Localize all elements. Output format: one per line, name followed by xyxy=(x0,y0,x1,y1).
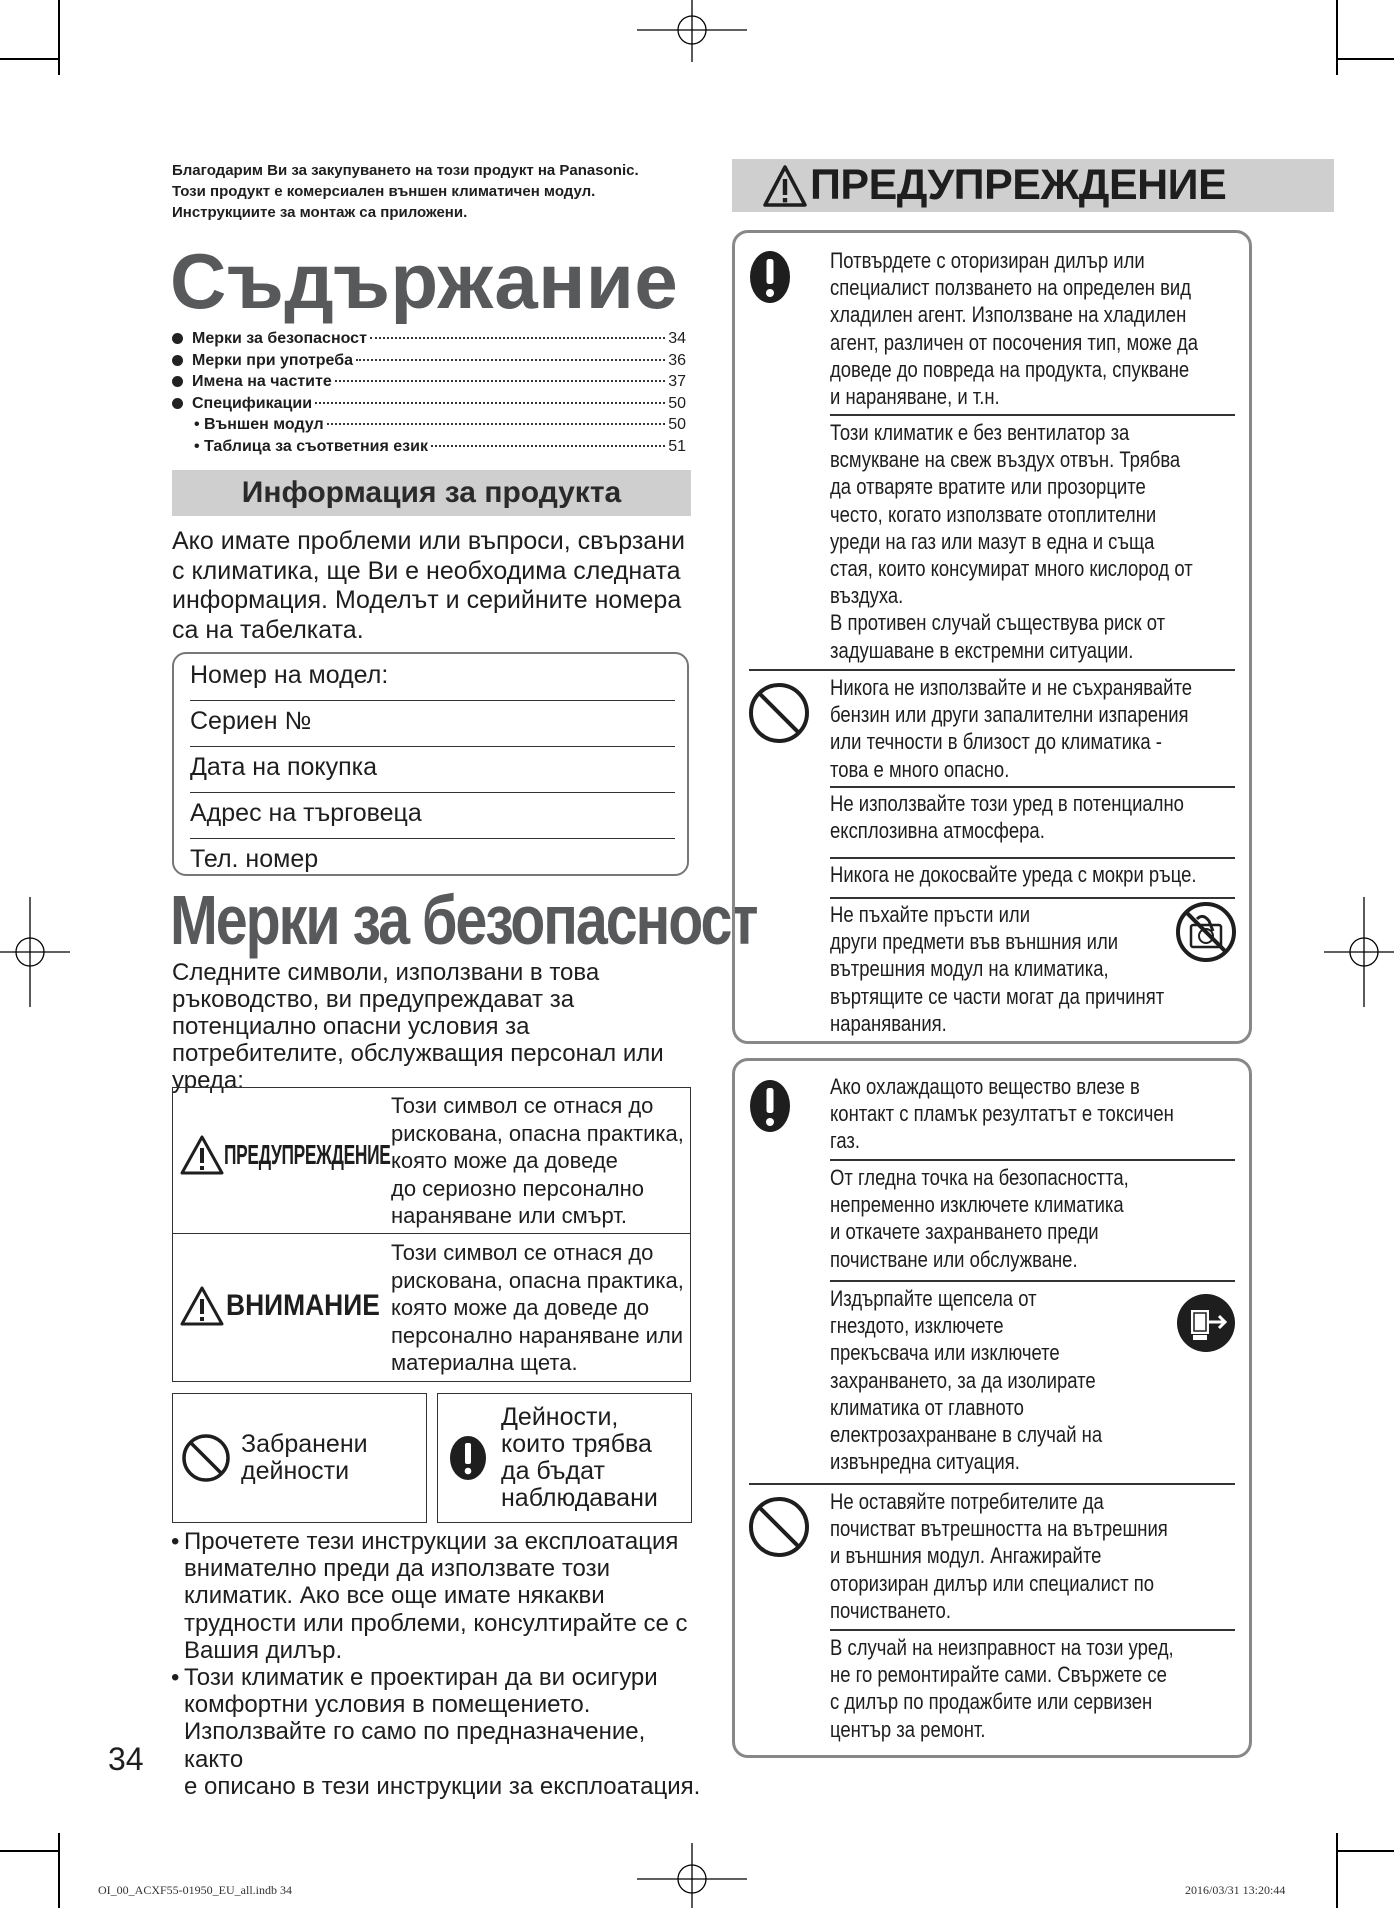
divider xyxy=(830,1280,1235,1282)
toc-title: Съдържание xyxy=(170,237,679,325)
warning-text-refrigerant: Потвърдете с оторизиран дилър или специалист ползването на определен вид хладилен агент. Използване на хладилен агент, различен от посочения тип, може да доведе до повреда на продукта, спукване и нараняване, и т.н. xyxy=(830,248,1199,410)
warning-text-disconnect-power: От гледна точка на безопасността, непременно изключете климатика и откачете захранването преди почистване или обслужване. xyxy=(830,1165,1129,1272)
warning-text-emergency-isolate: Издърпайте щепсела от гнездото, изключете прекъсвача или изключете захранването, за да изолирате климатика от главното електрозахранване в случай на извънредна ситуация. xyxy=(830,1286,1103,1475)
instructions-list xyxy=(172,1528,702,1800)
prohibited-actions-box xyxy=(172,1393,427,1523)
text-line: персонално нараняване или xyxy=(391,1322,684,1348)
registration-mark-bottom xyxy=(637,1843,747,1908)
no-fingers-in-fan-icon xyxy=(1175,901,1237,963)
text-line: която може да доведе xyxy=(391,1148,618,1173)
intro-line: Благодарим Ви за закупуването на този продукт на Panasonic. xyxy=(172,162,639,179)
exclamation-icon xyxy=(448,1434,488,1482)
model-number-field[interactable]: Номер на модел: xyxy=(190,654,675,701)
caution-symbol-row xyxy=(173,1235,690,1380)
intro-line: Инструкциите за монтаж са приложени. xyxy=(172,204,468,221)
warning-panel xyxy=(732,1058,1252,1758)
warning-symbol-row xyxy=(173,1088,690,1234)
text-line: наблюдавани xyxy=(501,1484,658,1512)
safety-title: Мерки за безопасност xyxy=(170,881,757,959)
divider xyxy=(830,1629,1235,1631)
text-line: рискована, опасна практика, xyxy=(391,1120,684,1146)
divider xyxy=(749,669,1235,671)
toc-item[interactable] xyxy=(172,373,686,395)
serial-number-field[interactable]: Сериен № xyxy=(190,700,675,747)
exclamation-icon xyxy=(749,1078,791,1134)
text-line: до сериозно персонално xyxy=(391,1175,644,1201)
exclamation-icon xyxy=(749,249,791,305)
warning-description xyxy=(391,1092,684,1230)
caution-label: ВНИМАНИЕ xyxy=(226,1289,380,1322)
safety-intro-text: Следните символи, използвани в това ръководство, ви предупреждават за потенциално опасни условия за потребителите, обслужващия персонал или уреда: xyxy=(172,959,664,1094)
prohibited-icon xyxy=(747,1495,811,1559)
text-line: Забранени xyxy=(241,1430,368,1458)
text-line: е описано в тези инструкции за експлоатация. xyxy=(184,1772,701,1800)
text-line: да бъдат xyxy=(501,1457,605,1485)
prohibited-icon xyxy=(747,681,811,745)
dealer-address-field[interactable]: Адрес на търговеца xyxy=(190,792,675,839)
warning-label: ПРЕДУПРЕЖДЕНИЕ xyxy=(224,1139,391,1170)
toc-item-label: Имена на частите xyxy=(192,373,332,390)
bullet-icon xyxy=(172,355,183,366)
text-line: • Прочетете тези инструкции за експлоатация xyxy=(184,1528,679,1555)
warning-text-explosive: Не използвайте този уред в потенциално експлозивна атмосфера. xyxy=(830,791,1184,844)
registration-mark-right xyxy=(1324,897,1394,1007)
print-footer-timestamp: 2016/03/31 13:20:44 xyxy=(1185,1883,1286,1897)
text-line: дейности xyxy=(241,1457,350,1485)
toc-item-label: • Таблица за съответния език xyxy=(194,437,428,455)
mandatory-label xyxy=(501,1404,658,1512)
text-line: Използвайте го само по предназначение, както xyxy=(184,1718,646,1773)
warning-text-toxic-gas: Ако охлаждащото вещество влезе в контакт с пламък резултатът е токсичен газ. xyxy=(830,1074,1174,1154)
registration-mark-top xyxy=(637,0,747,70)
text-line: трудности или проблеми, консултирайте се с xyxy=(184,1609,688,1637)
page-number: 34 xyxy=(108,1741,144,1777)
prohibited-icon xyxy=(181,1433,231,1483)
warning-banner-title: ПРЕДУПРЕЖДЕНИЕ xyxy=(810,161,1227,209)
toc-item-label: Мерки за безопасност xyxy=(192,330,367,347)
bullet-icon xyxy=(172,398,183,409)
divider xyxy=(830,1159,1235,1161)
warning-text-cleaning: Не оставяйте потребителите да почистват вътрешността на вътрешния и външния модул. Ангажирайте оторизиран дилър или специалист по почистването. xyxy=(830,1489,1168,1623)
toc-subitem[interactable] xyxy=(172,416,686,438)
registration-mark-left xyxy=(0,897,70,1007)
toc-item-label: Спецификации xyxy=(192,394,313,412)
table-of-contents xyxy=(172,330,686,459)
mandatory-actions-box xyxy=(437,1393,692,1523)
divider xyxy=(830,897,1235,899)
toc-subitem[interactable] xyxy=(172,438,686,460)
print-footer-file: OI_00_ACXF55-01950_EU_all.indb 34 xyxy=(98,1883,292,1897)
warning-text-wet-hands: Никога не докосвайте уреда с мокри ръце. xyxy=(830,862,1197,887)
caution-description xyxy=(391,1239,684,1377)
phone-number-field[interactable]: Тел. номер xyxy=(190,845,319,873)
text-line: материална щета. xyxy=(391,1350,578,1375)
warning-panel xyxy=(732,230,1252,1044)
unplug-icon xyxy=(1175,1292,1237,1354)
text-line: климатик. Ако все още имате някакви xyxy=(184,1582,605,1610)
bullet-icon xyxy=(172,333,183,344)
toc-item-page: 51 xyxy=(668,437,686,455)
text-line: внимателно преди да използвате този xyxy=(184,1555,611,1583)
text-line: Вашия дилър. xyxy=(184,1636,343,1664)
caution-triangle-icon xyxy=(179,1285,225,1327)
list-item xyxy=(172,1664,702,1800)
warning-banner xyxy=(732,159,1334,212)
divider xyxy=(830,414,1235,416)
toc-item-label: Мерки при употреба xyxy=(192,351,354,369)
bullet-icon xyxy=(172,376,183,387)
toc-item[interactable] xyxy=(172,352,686,374)
warning-text-flammables: Никога не използвайте и не съхранявайте бензин или други запалителни изпарения или течности в близост до климатика - това е много опасно. xyxy=(830,675,1193,782)
toc-item[interactable] xyxy=(172,395,686,417)
toc-item-label: • Външен модул xyxy=(194,416,324,433)
prohibited-label xyxy=(241,1431,368,1485)
toc-item-page: 50 xyxy=(668,394,686,412)
divider xyxy=(830,857,1235,859)
text-line: рискована, опасна практика, xyxy=(391,1267,684,1293)
toc-item-page: 34 xyxy=(668,330,686,347)
list-item xyxy=(172,1528,702,1664)
text-line: които трябва xyxy=(501,1430,652,1458)
text-line: комфортни условия в помещението. xyxy=(184,1691,591,1719)
text-line: Този символ се отнася до xyxy=(391,1093,654,1118)
symbol-table xyxy=(172,1087,691,1382)
product-info-text: Ако имате проблеми или въпроси, свързани с климатика, ще Ви е необходима следната информация. Моделът и серийните номера са на табелката. xyxy=(172,527,685,644)
warning-triangle-icon xyxy=(762,164,808,208)
text-line: която може да доведе до xyxy=(391,1295,650,1320)
warning-text-fingers: Не пъхайте пръсти или други предмети във външния или вътрешния модул на климатика, въртящите се части могат да причинят наранявания. xyxy=(830,902,1165,1036)
toc-item[interactable] xyxy=(172,330,686,352)
intro-text xyxy=(172,160,702,223)
toc-item-page: 36 xyxy=(668,351,686,369)
warning-triangle-icon xyxy=(179,1134,225,1176)
text-line: • Този климатик е проектиран да ви осигури xyxy=(184,1664,658,1692)
intro-line: Този продукт е комерсиален външен климатичен модул. xyxy=(172,183,596,200)
warning-text-repair: В случай на неизправност на този уред, не го ремонтирайте сами. Свържете се с дилър по продажбите или сервизен център за ремонт. xyxy=(830,1635,1174,1742)
toc-item-page: 37 xyxy=(668,373,686,390)
product-info-form xyxy=(172,652,689,876)
warning-text-ventilation: Този климатик е без вентилатор за всмукване на свеж въздух отвън. Трябва да отваряте вратите или прозорците често, когато използвате отоплителни уреди на газ или мазут в една и съща стая, които консумират много кислород от въздуха. В противен случай съществува риск от задушаване в екстремни ситуации. xyxy=(830,420,1193,663)
purchase-date-field[interactable]: Дата на покупка xyxy=(190,746,675,793)
text-line: Дейности, xyxy=(501,1403,619,1431)
text-line: Този символ се отнася до xyxy=(391,1240,654,1265)
divider xyxy=(749,1483,1235,1485)
text-line: нараняване или смърт. xyxy=(391,1203,627,1228)
product-info-heading: Информация за продукта xyxy=(172,470,691,516)
divider xyxy=(830,786,1235,788)
toc-item-page: 50 xyxy=(668,416,686,433)
